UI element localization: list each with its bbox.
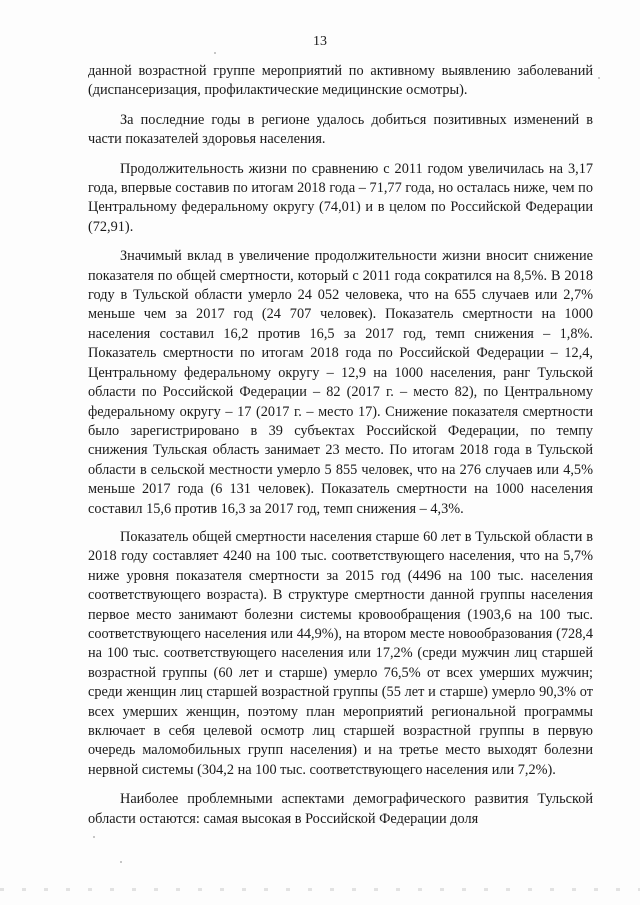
scan-speck	[598, 77, 600, 79]
scan-speck	[214, 52, 216, 54]
paragraph-positive-changes: За последние годы в регионе удалось добиться позитивных изменений в части показателей здоровья населения.	[88, 111, 593, 148]
paragraph-life-expectancy: Продолжительность жизни по сравнению с 2011 годом увеличилась на 3,17 года, впервые составив по итогам 2018 года – 71,77 года, но осталась ниже, чем по Центральному федеральному округу (74,01) и в целом по Российской Федерации (72,91).	[88, 160, 593, 235]
paragraph-elderly-mortality: Показатель общей смертности населения старше 60 лет в Тульской области в 2018 году составляет 4240 на 100 тыс. соответствующего населения, что на 5,7% ниже уровня показателя смертности за 2015 год (4496 на 100 тыс. населения соответствующего возраста). В структуре смертности данной группы населения первое место занимают болезни системы кровообращения (1903,6 на 100 тыс. соответствующего населения или 44,9%), на втором месте новообразования (728,4 на 100 тыс. соответствующего населения или 17,2% (среди мужчин лиц старшей возрастной группы (60 лет и старше) умерло 76,5% от всех умерших мужчин; среди женщин лиц старшей возрастной группы (55 лет и старше) умерло 90,3% от всех умерших женщин, поэтому план мероприятий региональной программы включает в себя целевой осмотр лиц старшей возрастной группы в первую очередь маломобильных групп населения) и на третье место выходят болезни нервной системы (304,2 на 100 тыс. соответствующего населения или 7,2%).	[88, 528, 593, 778]
scan-speck	[93, 836, 95, 838]
page-number: 13	[313, 34, 327, 49]
document-body	[88, 62, 593, 829]
paragraph-problem-aspects: Наиболее проблемными аспектами демографического развития Тульской области остаются: самая высокая в Российской Федерации доля	[88, 791, 593, 827]
scan-artifact-strip	[0, 888, 640, 891]
paragraph-mortality: Значимый вклад в увеличение продолжительности жизни вносит снижение показателя по общей смертности, который с 2011 года сократился на 8,5%. В 2018 году в Тульской области умерло 24 052 человека, что на 655 случаев или 2,7% меньше чем за 2017 год (24 707 человек). Показатель смертности на 1000 населения составил 16,2 против 16,5 за 2017 год, темп снижения – 1,8%. Показатель смертности по итогам 2018 года по Российской Федерации – 12,4, Центральному федеральному округу – 12,9 на 1000 населения, ранг Тульской области по Российской Федерации – 82 (2017 г. – место 82), по Центральному федеральному округу – 17 (2017 г. – место 17). Снижение показателя смертности было зарегистрировано в 39 субъектах Российской Федерации, по темпу снижения Тульская область занимает 23 место. По итогам 2018 года в Тульской области в сельской местности умерло 5 855 человек, что на 276 случаев или 4,5% меньше 2017 года (6 131 человек). Показатель смертности на 1000 населения составил 15,6 против 16,3 за 2017 год, темп снижения – 4,3%.	[88, 248, 593, 517]
scan-speck	[120, 861, 122, 863]
paragraph-continuation: данной возрастной группе мероприятий по активному выявлению заболеваний (диспансеризация, профилактические медицинские осмотры).	[88, 63, 593, 99]
